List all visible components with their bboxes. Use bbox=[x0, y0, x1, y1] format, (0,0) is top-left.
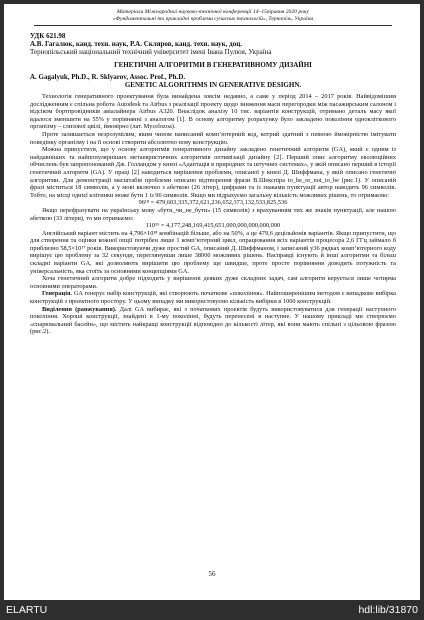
body-text bbox=[30, 93, 396, 336]
operator-label: Генерація. bbox=[42, 290, 72, 298]
title-ua: ГЕНЕТИЧНІ АЛГОРИТМИ В ГЕНЕРАТИВНОМУ ДИЗАЙНІ bbox=[114, 61, 312, 69]
formula-1: 96¹⁸ = 479,603,335,372,621,236,652,373,132,533,825,536 bbox=[138, 199, 288, 207]
repository-name: ELARTU bbox=[6, 604, 48, 616]
operator-selection bbox=[30, 306, 396, 336]
paragraph: Технологія генеративного проектування була винайдена зовсім недавно, а саме у період 2014 – 2017 років. Найвідомішим дослідженням є спільна робота Autodesk та Airbus з реалізації проекту щодо зниження маси перегородки між пасажирським салоном і відсіком бортпровідників авіалайнера Airbus A320. Внаслідок аналізу 10 тис. варіантів конструкцій, отримано деталь масу якої вдалося зменшити на 55% у порівнянні з аналогом [1]. В основу алгоритму розрахунку було закладено покоління однокліткового організму – слизової цвілі, ймовірно (лат. Mycelozoa). bbox=[30, 93, 396, 131]
operator-label: Виділення (ранжування). bbox=[42, 305, 117, 313]
header-line-1: Матеріали Міжнародної науково-технічної конференції 14–15травня 2020 року bbox=[116, 9, 310, 15]
title-en-block bbox=[30, 73, 396, 89]
paragraph: Можна припустити, що у основу алгоритмів генеративного дизайну закладено генетичний алгоритм (GA), який є одним із найдавніших та найпопулярніших метаевристичних алгоритмів оптимізації дизайну [2]. Перший опис алгоритму еволюційних обчислень був запропонований Дж. Голландом у книзі «Адаптація в природних та штучних системах», у якій описано перший в історії генетичний алгоритм (GA). У праці [2] наводиться вирішення проблеми, описаної у книзі Д. Шиффмана, у якій описано генетичні алгоритми. Для демонстрації масштабів проблеми описано відтворення фрази В.Шекспіра to_be_or_not_to_be (рис.1). У описаній фразі міститься 18 символів, а у мові включно з абеткою (26 літер), цифрами та із знаками пунктуації автор наводить 96 символів. Тобто, на місці однієї клітинки може бути 1 із 96 символів. Якщо ми підрахуємо загальну кількість можливих рішень, то отримаємо: bbox=[30, 146, 396, 199]
conference-header bbox=[34, 9, 392, 26]
repository-footer bbox=[0, 600, 424, 620]
authors-ua: А.В. Гагалюк, канд. техн. наук, Р.А. Скляров, канд. техн. наук, доц. bbox=[30, 40, 242, 48]
paragraph: Якщо перефразувати на українську мову «бути_чи_не_бути» (15 символів) з врахуванням тих же знаків пунктуації, але нашою абеткою (33 літери), то ми отримаємо: bbox=[30, 206, 396, 222]
operator-text: Далі GA вибирає, які з початкових проектів будуть використовуватися для генерації наступного покоління. Хороші конструкції, знайдені в 1-му поколінні, будуть перенесені в наступне. У нашому прикладі ми створюємо «спарювальний басейн», що містить найкращі конструкції відповідно до кількості літер, які вони мають спільні з цільовою фразою (рис.2). bbox=[30, 305, 396, 336]
formula-2: 110¹⁵ = 4,177,248,169,415,651,000,000,000,000,000 bbox=[145, 222, 281, 230]
paragraph: Проте залишається незрозумілим, яким чином написаний комп’ютерний код, котрий здатний з певною ймовірністю імітувати поведінку організму і на її основі створити абсолютно нову конструкцію. bbox=[30, 130, 396, 146]
operator-generation bbox=[30, 290, 396, 305]
header-line-2: «Фундаментальні та прикладні проблеми сучасних технологій», Тернопіль, Україна bbox=[112, 16, 314, 22]
paragraph: Хоча генетичний алгоритм добре підходить у вирішенні деяких дуже складних задач, сам алгоритм керується лише чотирма основними операторами. bbox=[30, 275, 396, 290]
handle-id: hdl:lib/31870 bbox=[358, 604, 418, 616]
operator-text: GA генерує набір конструкцій, які створюють початкове «покоління». Найпоширенішим методом є випадкове вибірка конструкцій з проектного простору. У цьому випадку ми використовуємо кількість вибірки в 1000 конструкцій. bbox=[30, 290, 396, 306]
authors-en: A. Gagalyuk, Ph.D., R. Sklyarov, Assoc. Prof., Ph.D. bbox=[30, 73, 186, 81]
affiliation: Тернопільський національний технічний університет імені Івана Пулюя, Україна bbox=[30, 48, 272, 56]
document-page bbox=[4, 4, 420, 600]
title-en: GENETIC ALGORITHMS IN GENERATIVE DESIGHN. bbox=[124, 81, 302, 89]
paragraph: Англійський варіант містить на 4,796×10¹⁸ комбінацій більше, або на 50%, а це 479,6 децільйонів варіантів. Якщо припустити, що для створення та оцінки кожної опції потрібен лише 1 комп’ютерний цикл, опрацювання всіх варіантів процесора 2,6 ГГц займало б приблизно 58,5×10¹⁷ років. Використовуючи дуже простий GA, описаний Д. Шиффманом, і записаний у36 рядках комп’ютерного коду вирішує цю проблему за 32 секунди, переглянувши лише 38000 можливих рішень. Насправді існують й інші алгоритми та більш складні варіанти GA, які дозволяють вирішити цю проблему ще швидше, проте просте порівняння доводить потужність та універсальність, яка стоїть за основними концепціями GA. bbox=[30, 229, 396, 275]
page-number: 56 bbox=[208, 570, 216, 578]
udk-code: УДК 621.98 bbox=[30, 32, 66, 40]
